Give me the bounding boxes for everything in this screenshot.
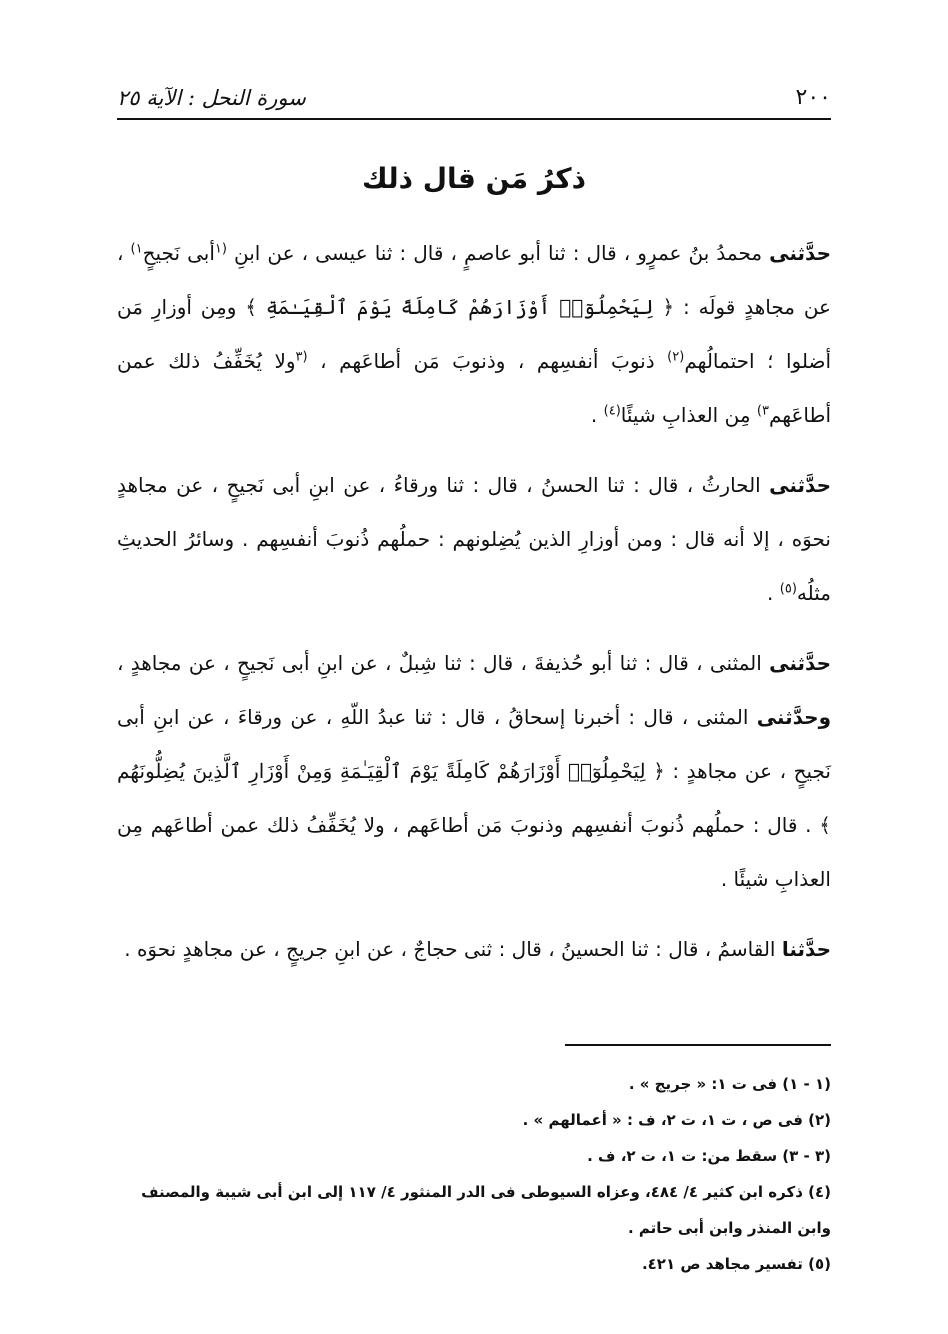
running-title: سورة النحل : الآية ٢٥: [117, 86, 306, 110]
footnotes: [117, 1066, 831, 1282]
footnote-marker: ١): [130, 241, 143, 257]
text-run: أبى نَجيحٍ: [142, 241, 215, 265]
footnote-marker: (١: [214, 241, 227, 257]
narrator-word: حدَّثنى: [769, 473, 831, 497]
footnote: (١ - ١) فى ت ١: « جريج » .: [628, 1075, 831, 1093]
page-header: [117, 62, 831, 110]
main-text: [117, 226, 831, 992]
paragraph: [117, 636, 831, 906]
footnote-rule: [565, 1044, 831, 1046]
paragraph: [117, 922, 831, 976]
paragraph: [117, 226, 831, 442]
text-run: .: [767, 581, 780, 605]
paragraph: [117, 458, 831, 620]
footnote: (٤) ذكره ابن كثير ٤/ ٤٨٤، وعزاه السيوطى فى الدر المنثور ٤/ ١١٧ إلى ابن أبى شيبة والمصنف وابن المنذر وابن أبى حاتم .: [141, 1183, 831, 1237]
header-rule: [117, 118, 831, 120]
text-run: ذنوبَ أنفسِهم ، وذنوبَ مَن أطاعَهم ،: [307, 349, 668, 373]
text-run: . قال : حملُهم ذُنوبَ أنفسِهم وذنوبَ مَن أطاعَهم ، ولا يُخَفِّفُ ذلك عمن أطاعَهم مِن العذابِ شيئًا .: [117, 813, 831, 891]
page-number: ٢٠٠: [795, 85, 831, 110]
footnote: (٢) فى ص ، ت ١، ت ٢، ف : « أعمالهم » .: [522, 1111, 831, 1129]
text-run: ومِن أوزارِ مَن أضلوا ؛ احتمالُهم: [117, 295, 831, 373]
footnote-marker: ٣): [756, 403, 769, 419]
footnote: (٣ - ٣) سقط من: ت ١، ت ٢، ف .: [587, 1147, 831, 1165]
footnote: (٥) تفسير مجاهد ص ٤٢١.: [641, 1255, 831, 1273]
text-run: المثنى ، قال : ثنا أبو حُذيفةَ ، قال : ثنا شِبلٌ ، عن ابنِ أبى نَجيحٍ ، عن مجاهدٍ ،: [117, 651, 770, 675]
section-title: ذكرُ مَن قال ذلك: [362, 162, 586, 195]
text-run: مِن العذابِ شيئًا: [620, 403, 757, 427]
text-run: ولا يُخَفِّفُ ذلك عمن أطاعَهم: [117, 349, 831, 427]
text-run: المثنى ، قال : أخبرنا إسحاقُ ، قال : ثنا عبدُ اللّهِ ، عن ورقاءَ ، عن ابنِ أبى نَجيحٍ ، عن مجاهدٍ :: [117, 705, 831, 783]
footnote-marker: (٤): [603, 403, 621, 419]
footnote-marker: (٥): [779, 581, 797, 597]
text-run: .: [590, 403, 604, 427]
footnote-marker: (٣: [295, 349, 308, 365]
narrator-word: وحدَّثنى: [756, 705, 831, 729]
text-run: ، عن مجاهدٍ قولَه :: [117, 241, 831, 319]
text-run: الحارثُ ، قال : ثنا الحسنُ ، قال : ثنا ورقاءُ ، عن ابنِ أبى نَجيحٍ ، عن مجاهدٍ نحوَه ، إلا أنه قال : ومن أوزارِ الذين يُضِلونهم : حملُهم ذُنوبَ أنفسِهم . وسائرُ الحديثِ مثلُه: [117, 473, 831, 605]
text-run: محمدُ بنُ عمرٍو ، قال : ثنا أبو عاصمٍ ، قال : ثنا عيسى ، عن ابنِ: [226, 241, 770, 265]
text-run: القاسمُ ، قال : ثنا الحسينُ ، قال : ثنى حجاجٌ ، عن ابنِ جريجٍ ، عن مجاهدٍ نحوَه .: [124, 937, 782, 961]
narrator-word: حدَّثنا: [781, 937, 831, 961]
quran-verse: ﴿ لِيَحْمِلُوٓا۟ أَوْزَارَهُمْ كَامِلَةً يَوْمَ ٱلْقِيَـٰمَةِ ﴾: [245, 295, 675, 319]
narrator-word: حدَّثنى: [769, 241, 832, 265]
narrator-word: حدَّثنى: [769, 651, 831, 675]
footnote-marker: (٢): [667, 349, 685, 365]
quran-verse: ﴿ لِيَحْمِلُوٓا۟ أَوْزَارَهُمْ كَامِلَةً يَوْمَ ٱلْقِيَـٰمَةِ وَمِنْ أَوْزَارِ ٱلَّذِينَ يُضِلُّونَهُم ﴾: [117, 759, 831, 837]
